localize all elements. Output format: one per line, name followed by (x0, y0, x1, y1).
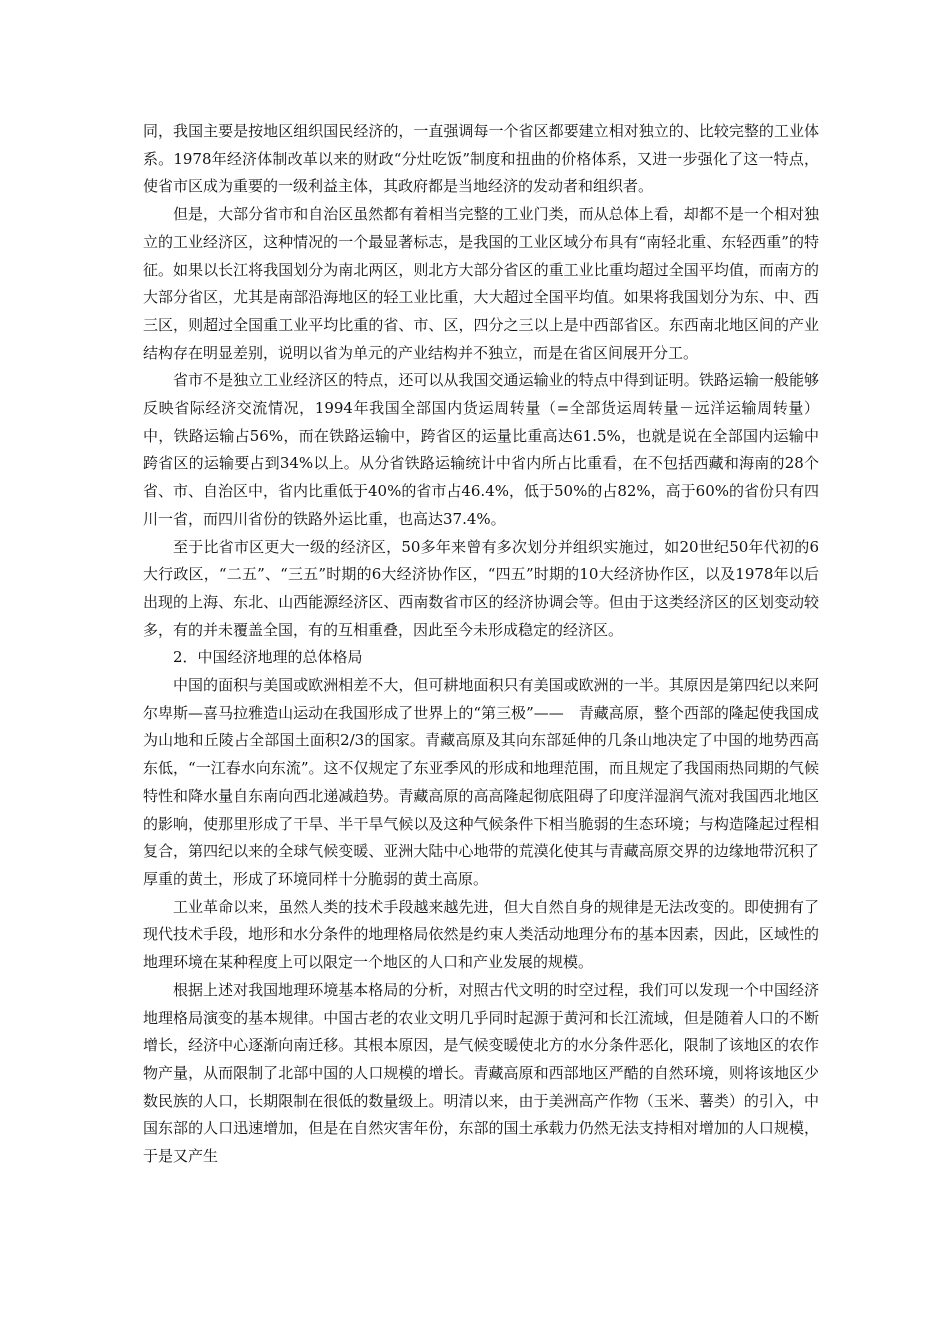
paragraph-economic-zones: 至于比省市区更大一级的经济区，50多年来曾有多次划分并组织实施过，如20世纪50年代初的6大行政区，“二五”、“三五”时期的6大经济协作区，“四五”时期的10大经济协作区，以及1978年以后出现的上海、东北、山西能源经济区、西南数省市区的经济协调会等。但由于这类经济区的区划变动较多，有的并未覆盖全国，有的互相重叠，因此至今未形成稳定的经济区。 (143, 537, 819, 639)
document-body (143, 118, 819, 1171)
paragraph-railway-transport: 省市不是独立工业经济区的特点，还可以从我国交通运输业的特点中得到证明。铁路运输一般能够反映省际经济交流情况，1994年我国全部国内货运周转量（=全部货运周转量－远洋运输周转量）中，铁路运输占56%，而在铁路运输中，跨省区的运量比重高达61.5%，也就是说在全部国内运输中跨省区的运输要占到34%以上。从分省铁路运输统计中省内所占比重看，在不包括西藏和海南的28个省、市、自治区中，省内比重低于40%的省市占46.4%，低于50%的占82%，高于60%的省份只有四川一省，而四川省份的铁路外运比重，也高达37.4%。 (143, 371, 820, 528)
paragraph-industrial-revolution: 工业革命以来，虽然人类的技术手段越来越先进，但大自然自身的规律是无法改变的。即使拥有了现代技术手段，地形和水分条件的地理格局依然是约束人类活动地理分布的基本因素，因此，区域性的地理环境在某种程度上可以限定一个地区的人口和产业发展的规模。 (143, 897, 819, 972)
paragraph-continuation: 同，我国主要是按地区组织国民经济的，一直强调每一个省区都要建立相对独立的、比较完整的工业体系。1978年经济体制改革以来的财政“分灶吃饭”制度和扭曲的价格体系，又进一步强化了这一特点，使省市区成为重要的一级利益主体，其政府都是当地经济的发动者和组织者。 (143, 122, 819, 196)
paragraph-geography-overview: 中国的面积与美国或欧洲相差不大，但可耕地面积只有美国或欧洲的一半。其原因是第四纪以来阿尔卑斯—喜马拉雅造山运动在我国形成了世界上的“第三极”—— 青藏高原，整个西部的隆起使我国成为山地和丘陵占全部国土面积2/3的国家。青藏高原及其向东部延伸的几条山地决定了中国的地势西高东低，“一江春水向东流”。这不仅规定了东亚季风的形成和地理范围，而且规定了我国雨热同期的气候特性和降水量自东南向西北递减趋势。青藏高原的高高隆起彻底阻碍了印度洋湿润气流对我国西北地区的影响，使那里形成了干旱、半干旱气候以及这种气候条件下相当脆弱的生态环境；与构造隆起过程相复合，第四纪以来的全球气候变暖、亚洲大陆中心地带的荒漠化使其与青藏高原交界的边缘地带沉积了厚重的黄土，形成了环境同样十分脆弱的黄土高原。 (143, 676, 819, 888)
section-heading: 2．中国经济地理的总体格局 (173, 648, 363, 667)
paragraph-historical-pattern: 根据上述对我国地理环境基本格局的分析，对照古代文明的时空过程，我们可以发现一个中国经济地理格局演变的基本规律。中国古老的农业文明几乎同时起源于黄河和长江流域，但是随着人口的不断增长，经济中心逐渐向南迁移。其根本原因，是气候变暖使北方的水分条件恶化，限制了该地区的农作物产量，从而限制了北部中国的人口规模的增长。青藏高原和西部地区严酷的自然环境，则将该地区少数民族的人口，长期限制在很低的数量级上。明清以来，由于美洲高产作物（玉米、薯类）的引入，中国东部的人口迅速增加，但是在自然灾害年份，东部的国土承载力仍然无法支持相对增加的人口规模，于是又产生 (143, 980, 819, 1166)
paragraph-industrial-regions: 但是，大部分省市和自治区虽然都有着相当完整的工业门类，而从总体上看，却都不是一个相对独立的工业经济区，这种情况的一个最显著标志，是我国的工业区域分布具有“南轻北重、东轻西重”的特征。如果以长江将我国划分为南北两区，则北方大部分省区的重工业比重均超过全国平均值，而南方的大部分省区，尤其是南部沿海地区的轻工业比重，大大超过全国平均值。如果将我国划分为东、中、西三区，则超过全国重工业平均比重的省、市、区，四分之三以上是中西部省区。东西南北地区间的产业结构存在明显差别，说明以省为单元的产业结构并不独立，而是在省区间展开分工。 (143, 205, 819, 362)
